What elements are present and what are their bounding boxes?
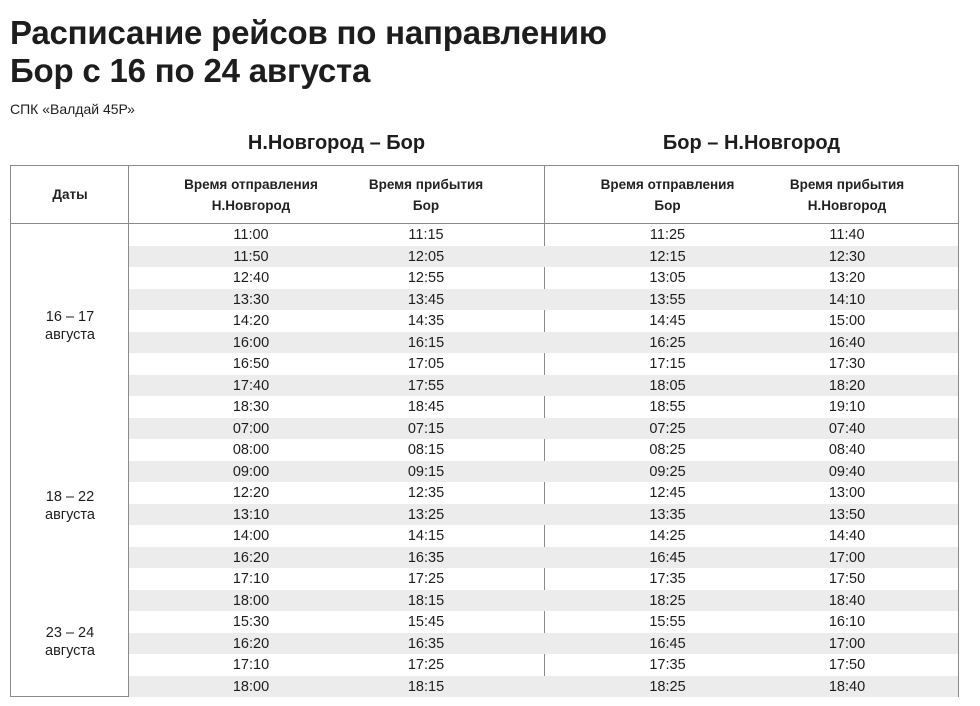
cell-departure-bor: 13:55 xyxy=(649,291,686,308)
date-group-3: 23 – 24 августа xyxy=(45,625,95,659)
cell-arrival-nnovgorod: 17:00 xyxy=(828,549,866,566)
cell-arrival-bor: 17:25 xyxy=(407,571,445,587)
cell-departure-nnovgorod: 17:10 xyxy=(232,657,270,673)
cell-arrival-bor: 17:05 xyxy=(407,356,445,372)
cell-departure-bor: 17:35 xyxy=(649,657,686,673)
cell-departure-nnovgorod: 08:00 xyxy=(232,442,270,458)
cell-departure-nnovgorod: 12:40 xyxy=(232,270,270,286)
cell-arrival-bor: 17:55 xyxy=(407,377,445,394)
header-departure-bor: Время отправления Бор xyxy=(600,176,735,213)
table-row xyxy=(129,504,958,526)
cell-departure-bor: 18:25 xyxy=(649,592,686,609)
cell-departure-nnovgorod: 16:20 xyxy=(232,549,270,566)
cell-arrival-bor: 18:45 xyxy=(407,399,445,415)
cell-departure-bor: 18:25 xyxy=(649,678,686,695)
cell-arrival-nnovgorod: 16:10 xyxy=(828,614,866,630)
cell-departure-nnovgorod: 17:10 xyxy=(232,571,270,587)
page-title xyxy=(10,14,607,90)
cell-arrival-bor: 15:45 xyxy=(407,614,445,630)
cell-arrival-nnovgorod: 13:20 xyxy=(828,270,866,286)
cell-arrival-nnovgorod: 18:40 xyxy=(828,592,866,609)
cell-departure-bor: 14:25 xyxy=(649,528,686,544)
vessel-name: СПК «Валдай 45Р» xyxy=(10,101,135,117)
cell-departure-bor: 18:55 xyxy=(649,399,686,415)
cell-arrival-bor: 18:15 xyxy=(407,678,445,695)
cell-arrival-bor: 08:15 xyxy=(407,442,445,458)
cell-departure-nnovgorod: 16:20 xyxy=(232,635,270,652)
cell-departure-bor: 13:05 xyxy=(649,270,686,286)
direction-heading-to-nnovgorod: Бор – Н.Новгород xyxy=(662,132,841,154)
cell-arrival-nnovgorod: 17:30 xyxy=(828,356,866,372)
table-row xyxy=(129,353,958,375)
cell-arrival-nnovgorod: 14:40 xyxy=(828,528,866,544)
cell-arrival-bor: 12:05 xyxy=(407,248,445,265)
cell-departure-nnovgorod: 17:40 xyxy=(232,377,270,394)
cell-departure-bor: 14:45 xyxy=(649,313,686,329)
cell-arrival-nnovgorod: 09:40 xyxy=(828,463,866,480)
direction-heading-to-bor: Н.Новгород – Бор xyxy=(247,132,426,154)
cell-arrival-bor: 12:35 xyxy=(407,485,445,501)
cell-arrival-bor: 16:35 xyxy=(407,549,445,566)
schedule-rows xyxy=(129,224,958,697)
table-row xyxy=(129,547,958,569)
cell-departure-nnovgorod: 16:50 xyxy=(232,356,270,372)
cell-departure-nnovgorod: 15:30 xyxy=(232,614,270,630)
table-header xyxy=(11,166,958,224)
cell-arrival-nnovgorod: 17:00 xyxy=(828,635,866,652)
cell-arrival-nnovgorod: 12:30 xyxy=(828,248,866,265)
cell-arrival-bor: 14:15 xyxy=(407,528,445,544)
cell-arrival-bor: 09:15 xyxy=(407,463,445,480)
table-row xyxy=(129,332,958,354)
cell-departure-nnovgorod: 12:20 xyxy=(232,485,270,501)
cell-departure-bor: 17:15 xyxy=(649,356,686,372)
cell-arrival-bor: 16:15 xyxy=(407,334,445,351)
cell-arrival-nnovgorod: 13:00 xyxy=(828,485,866,501)
header-departure-nnovgorod: Время отправления Н.Новгород xyxy=(184,176,318,213)
cell-arrival-bor: 13:25 xyxy=(407,506,445,523)
title-line-2: Бор с 16 по 24 августа xyxy=(10,52,371,89)
cell-arrival-nnovgorod: 18:20 xyxy=(828,377,866,394)
table-row xyxy=(129,633,958,655)
date-group-2: 18 – 22 августа xyxy=(45,489,95,523)
cell-departure-nnovgorod: 13:10 xyxy=(232,506,270,523)
cell-departure-bor: 08:25 xyxy=(649,442,686,458)
cell-arrival-nnovgorod: 17:50 xyxy=(828,571,866,587)
header-arrival-bor: Время прибытия Бор xyxy=(368,176,484,213)
table-row xyxy=(129,375,958,397)
cell-arrival-nnovgorod: 14:10 xyxy=(828,291,866,308)
table-row xyxy=(129,246,958,268)
cell-arrival-bor: 07:15 xyxy=(407,420,445,437)
table-row xyxy=(129,439,958,461)
table-row xyxy=(129,224,958,246)
table-row xyxy=(129,267,958,289)
table-row xyxy=(129,611,958,633)
cell-arrival-nnovgorod: 16:40 xyxy=(828,334,866,351)
cell-departure-nnovgorod: 11:00 xyxy=(233,227,269,243)
cell-arrival-nnovgorod: 08:40 xyxy=(828,442,866,458)
schedule-table xyxy=(10,165,959,697)
cell-departure-nnovgorod: 16:00 xyxy=(232,334,270,351)
cell-departure-bor: 12:45 xyxy=(649,485,686,501)
table-row xyxy=(129,525,958,547)
table-row xyxy=(129,676,958,698)
cell-arrival-bor: 18:15 xyxy=(407,592,445,609)
cell-departure-bor: 11:25 xyxy=(649,227,686,243)
cell-departure-bor: 15:55 xyxy=(649,614,686,630)
cell-arrival-bor: 11:15 xyxy=(408,227,444,243)
cell-departure-bor: 09:25 xyxy=(649,463,686,480)
table-row xyxy=(129,418,958,440)
cell-arrival-nnovgorod: 11:40 xyxy=(829,227,865,243)
cell-departure-bor: 13:35 xyxy=(649,506,686,523)
cell-departure-nnovgorod: 09:00 xyxy=(232,463,270,480)
cell-arrival-bor: 16:35 xyxy=(407,635,445,652)
table-row xyxy=(129,654,958,676)
cell-departure-bor: 18:05 xyxy=(649,377,686,394)
cell-departure-nnovgorod: 14:00 xyxy=(232,528,270,544)
table-row xyxy=(129,396,958,418)
cell-arrival-bor: 17:25 xyxy=(407,657,445,673)
cell-departure-bor: 12:15 xyxy=(649,248,686,265)
table-row xyxy=(129,568,958,590)
cell-departure-nnovgorod: 18:30 xyxy=(232,399,270,415)
cell-departure-nnovgorod: 18:00 xyxy=(232,678,270,695)
cell-arrival-nnovgorod: 19:10 xyxy=(828,399,866,415)
cell-departure-nnovgorod: 18:00 xyxy=(232,592,270,609)
table-row xyxy=(129,590,958,612)
cell-arrival-nnovgorod: 18:40 xyxy=(828,678,866,695)
cell-departure-bor: 07:25 xyxy=(649,420,686,437)
cell-arrival-nnovgorod: 15:00 xyxy=(828,313,866,329)
header-arrival-nnovgorod: Время прибытия Н.Новгород xyxy=(789,176,905,213)
cell-departure-nnovgorod: 07:00 xyxy=(232,420,270,437)
cell-arrival-bor: 14:35 xyxy=(407,313,445,329)
cell-arrival-bor: 12:55 xyxy=(407,270,445,286)
cell-departure-bor: 16:25 xyxy=(649,334,686,351)
cell-departure-bor: 16:45 xyxy=(649,549,686,566)
table-row xyxy=(129,482,958,504)
cell-departure-nnovgorod: 11:50 xyxy=(233,248,269,265)
table-row xyxy=(129,289,958,311)
cell-arrival-bor: 13:45 xyxy=(407,291,445,308)
header-dates: Даты xyxy=(52,187,88,202)
cell-arrival-nnovgorod: 13:50 xyxy=(828,506,866,523)
cell-departure-bor: 16:45 xyxy=(649,635,686,652)
cell-departure-nnovgorod: 13:30 xyxy=(232,291,270,308)
cell-departure-bor: 17:35 xyxy=(649,571,686,587)
title-line-1: Расписание рейсов по направлению xyxy=(10,14,607,51)
cell-departure-nnovgorod: 14:20 xyxy=(232,313,270,329)
date-group-1: 16 – 17 августа xyxy=(45,309,95,343)
table-row xyxy=(129,310,958,332)
table-row xyxy=(129,461,958,483)
cell-arrival-nnovgorod: 07:40 xyxy=(828,420,866,437)
cell-arrival-nnovgorod: 17:50 xyxy=(828,657,866,673)
